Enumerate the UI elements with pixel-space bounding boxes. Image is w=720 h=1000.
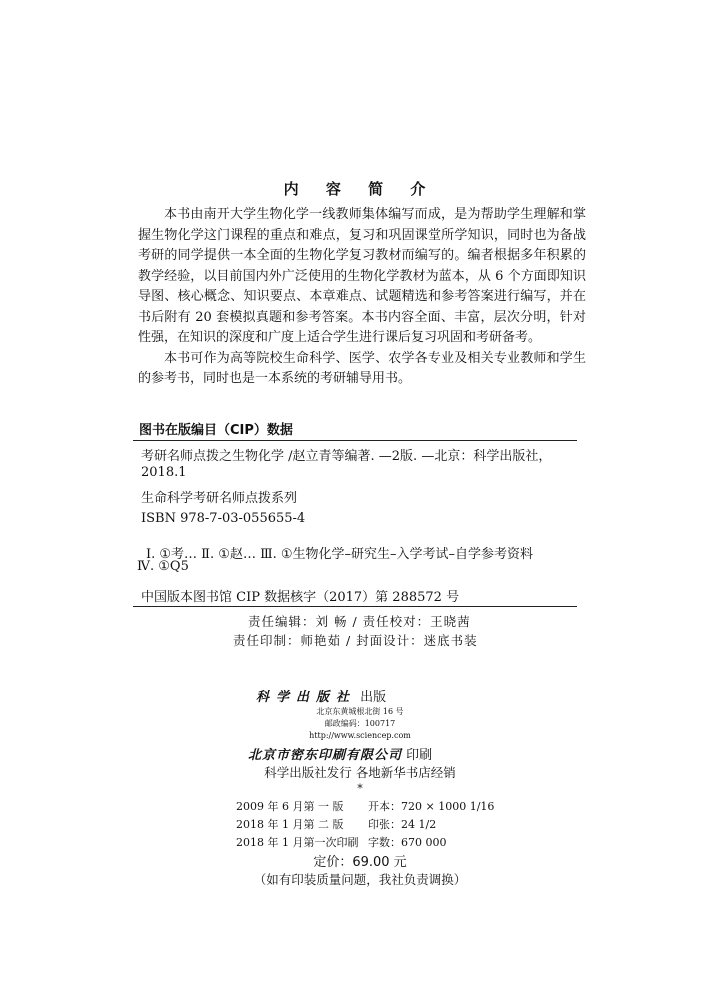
cip-heading: 图书在版编目（CIP）数据	[139, 423, 293, 438]
summary-paragraph: 本书可作为高等院校生命科学、医学、农学各专业及相关专业教师和学生的参考书，同时也是一本系统的考研辅导用书。	[138, 350, 586, 386]
edition-spec: 印张：24 1/2	[368, 818, 437, 831]
printer-suffix: 印刷	[406, 748, 433, 763]
publisher-website: http://www.sciencep.com	[309, 731, 411, 740]
publisher-line	[256, 686, 386, 705]
printer-name: 北京市密东印刷有限公司	[248, 748, 403, 763]
summary-paragraph: 本书由南开大学生物化学一线教师集体编写而成，是为帮助学生理解和掌握生物化学这门课程的重点和难点，复习和巩固课堂所学知识，同时也为备战考研的同学提供一本全面的生物化学复习教材而编写的。编者根据多年积累的教学经验，以目前国内外广泛使用的生物化学教材为蓝本，从 6 个方面即知识导图、核心概念、知识要点、本章难点、试题精选和参考答案进行编写，并在书后附有 20 套模拟真题和参考答案。本书内容全面、丰富，层次分明，针对性强，在知识的深度和广度上适合学生进行课后复习巩固和考研备考。	[138, 207, 586, 345]
edition-spec: 字数：670 000	[368, 836, 447, 849]
edition-line	[236, 816, 436, 832]
summary-title: 内 容 简 介	[283, 180, 437, 198]
cip-classification-cont: Ⅳ. ①Q5	[137, 559, 189, 574]
edition-line	[236, 798, 494, 814]
publisher-suffix: 出版	[360, 690, 387, 705]
summary-text	[138, 205, 586, 390]
cip-title-line-cont: 2018.1	[141, 465, 187, 480]
price: 定价：69.00 元	[313, 855, 407, 870]
cip-isbn: ISBN 978-7-03-055655-4	[141, 511, 306, 526]
cip-title-line: 考研名师点拨之生物化学 /赵立青等编著. —2版. —北京：科学出版社，	[141, 449, 552, 464]
cip-series: 生命科学考研名师点拨系列	[141, 491, 298, 506]
edition-date: 2018 年 1 月第一次印刷	[236, 836, 359, 849]
edition-spec: 开本：720 × 1000 1/16	[368, 800, 495, 813]
cip-bottom-rule	[133, 606, 577, 607]
cip-top-rule	[133, 440, 577, 441]
publisher-postcode: 邮政编码：100717	[324, 719, 396, 728]
cip-record-number: 中国版本图书馆 CIP 数据核字（2017）第 288572 号	[141, 590, 460, 605]
quality-notice: （如有印装质量问题，我社负责调换）	[253, 872, 467, 887]
edition-line	[236, 834, 447, 850]
printer-line	[248, 744, 432, 763]
editor-credits: 责任编辑：刘 畅 / 责任校对：王晓茜	[248, 614, 471, 629]
publisher-address: 北京东黄城根北街 16 号	[316, 707, 404, 716]
edition-date: 2009 年 6 月第 一 版	[236, 800, 344, 813]
separator-star: *	[357, 782, 363, 795]
production-credits: 责任印制：师艳茹 / 封面设计：迷底书装	[233, 633, 478, 648]
cip-classification: Ⅰ. ①考… Ⅱ. ①赵… Ⅲ. ①生物化学–研究生–入学考试–自学参考资料	[146, 547, 534, 562]
publisher-name: 科学出版社	[256, 690, 357, 705]
edition-date: 2018 年 1 月第 二 版	[236, 818, 344, 831]
distribution-line: 科学出版社发行 各地新华书店经销	[264, 765, 456, 780]
